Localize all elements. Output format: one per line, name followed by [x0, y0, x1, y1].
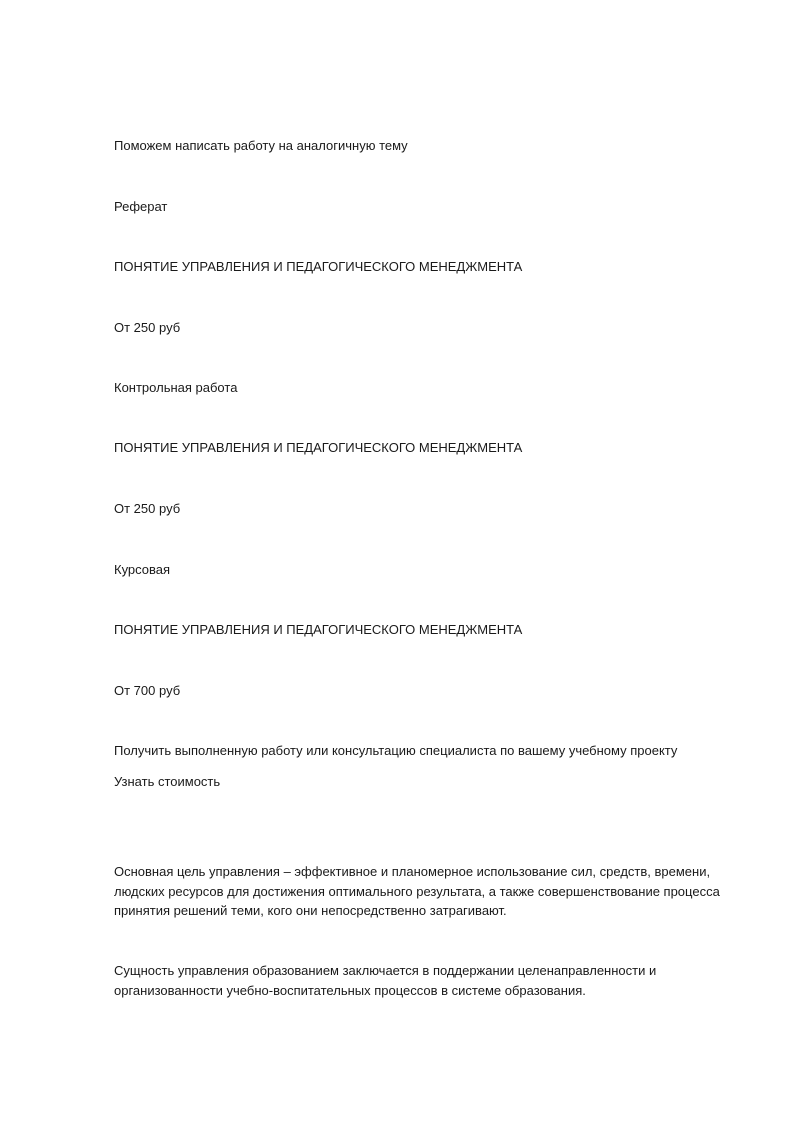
body-paragraph: Сущность управления образованием заключается в поддержании целенаправленности и организованности учебно-воспитательных процессов в системе образования.: [114, 963, 657, 998]
offer-price-essay: От 250 руб: [114, 320, 181, 335]
offer-type-essay: Реферат: [114, 199, 168, 214]
get-price-link[interactable]: Узнать стоимость: [114, 774, 221, 789]
cta-text: Получить выполненную работу или консультацию специалиста по вашему учебному проекту: [114, 743, 678, 758]
offer-type-test-work: Контрольная работа: [114, 380, 238, 395]
offer-price-coursework: От 700 руб: [114, 683, 181, 698]
offer-title-test-work: ПОНЯТИЕ УПРАВЛЕНИЯ И ПЕДАГОГИЧЕСКОГО МЕНЕДЖМЕНТА: [114, 440, 523, 455]
offer-price-test-work: От 250 руб: [114, 501, 181, 516]
offer-title-essay: ПОНЯТИЕ УПРАВЛЕНИЯ И ПЕДАГОГИЧЕСКОГО МЕНЕДЖМЕНТА: [114, 259, 523, 274]
offer-title-coursework: ПОНЯТИЕ УПРАВЛЕНИЯ И ПЕДАГОГИЧЕСКОГО МЕНЕДЖМЕНТА: [114, 622, 523, 637]
offer-type-coursework: Курсовая: [114, 562, 171, 577]
body-paragraph: Основная цель управления – эффективное и планомерное использование сил, средств, времени, людских ресурсов для достижения оптимального результата, а также совершенствование процесса принятия решений теми, кого они непосредственно затрагивают.: [114, 864, 720, 918]
intro-text: Поможем написать работу на аналогичную тему: [114, 138, 408, 153]
